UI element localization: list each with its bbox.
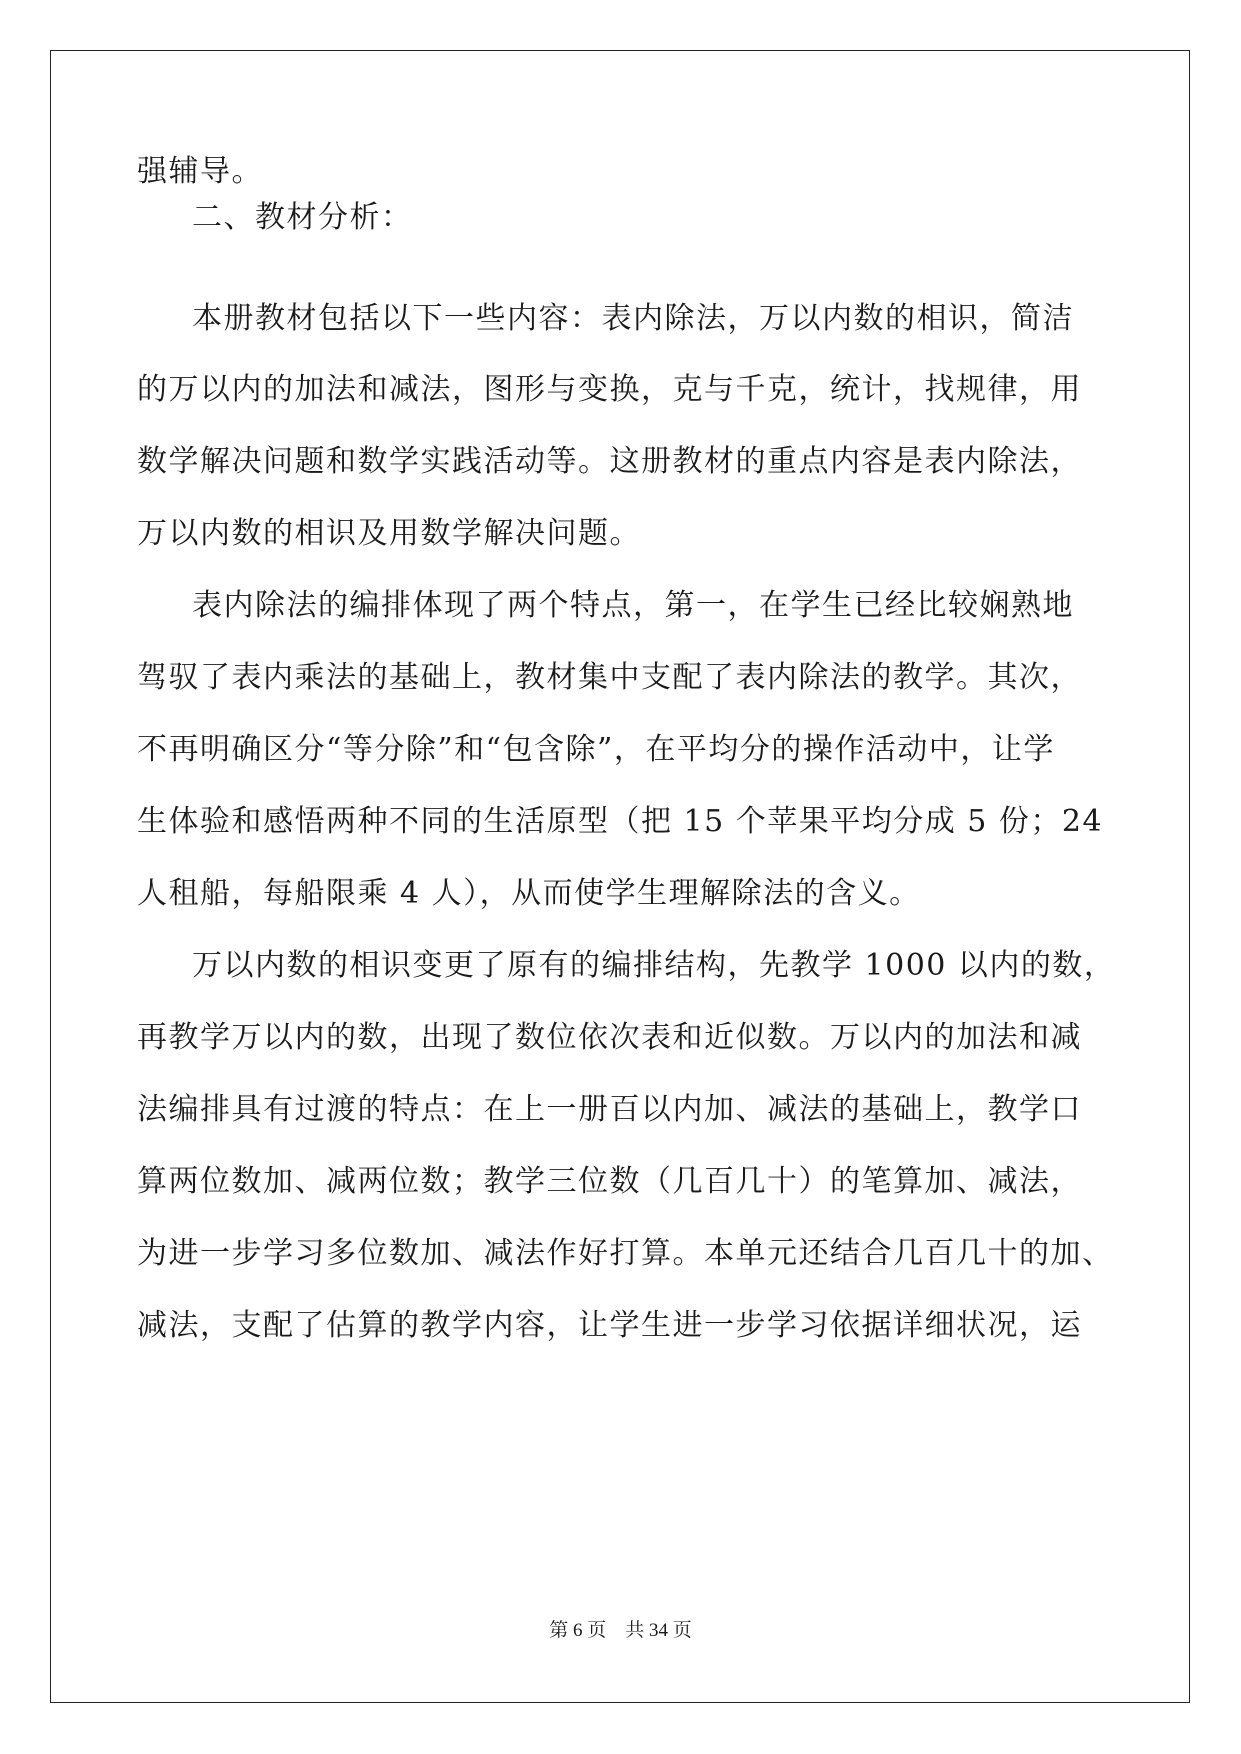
text-line: 算两位数加、减两位数；教学三位数（几百几十）的笔算加、减法，	[137, 1164, 1082, 1199]
text-line: 数学解决问题和数学实践活动等。这册教材的重点内容是表内除法，	[137, 444, 1082, 479]
text-line: 驾驭了表内乘法的基础上，教材集中支配了表内除法的教学。其次，	[137, 660, 1082, 695]
text-line: 人租船，每船限乘 4 人），从而使学生理解除法的含义。	[137, 876, 921, 911]
text-line: 万以内数的相识变更了原有的编排结构，先教学 1000 以内的数，	[192, 948, 1116, 983]
text-line: 法编排具有过渡的特点：在上一册百以内加、减法的基础上，教学口	[137, 1092, 1082, 1127]
text-line: 减法，支配了估算的教学内容，让学生进一步学习依据详细状况，运	[137, 1308, 1082, 1343]
text-line: 表内除法的编排体现了两个特点，第一，在学生已经比较娴熟地	[192, 588, 1074, 623]
text-line: 不再明确区分“等分除”和“包含除”，在平均分的操作活动中，让学	[137, 732, 1055, 767]
text-line: 万以内数的相识及用数学解决问题。	[137, 516, 641, 551]
page-number-footer: 第 6 页 共 34 页	[549, 1620, 692, 1641]
text-line: 生体验和感悟两种不同的生活原型（把 15 个苹果平均分成 5 份；24	[137, 804, 1104, 839]
text-line: 本册教材包括以下一些内容：表内除法，万以内数的相识，简洁	[192, 301, 1074, 336]
text-line: 再教学万以内的数，出现了数位依次表和近似数。万以内的加法和减	[137, 1020, 1082, 1055]
text-line: 强辅导。	[137, 154, 263, 189]
section-heading: 二、教材分析：	[192, 200, 413, 235]
text-line: 的万以内的加法和减法，图形与变换，克与千克，统计，找规律，用	[137, 372, 1082, 407]
text-line: 为进一步学习多位数加、减法作好打算。本单元还结合几百几十的加、	[137, 1236, 1114, 1271]
